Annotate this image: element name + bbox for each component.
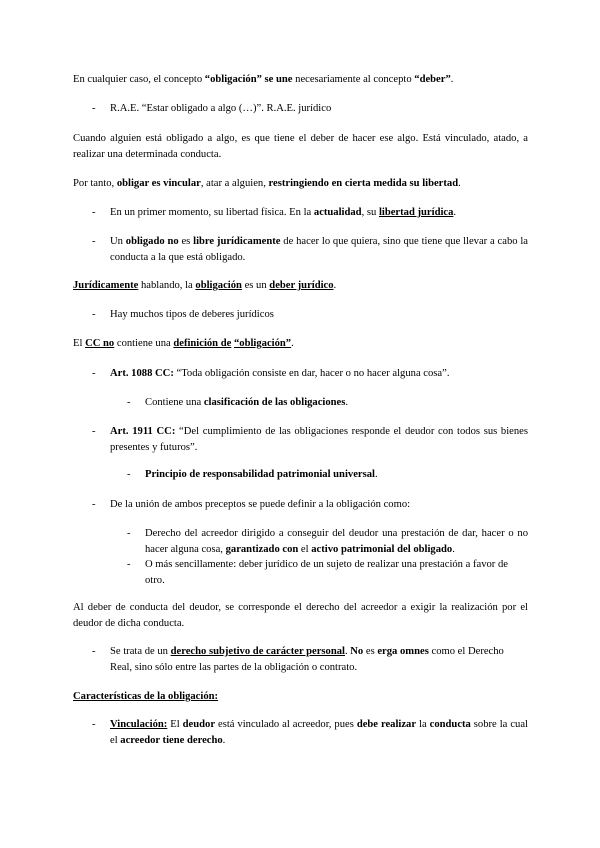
list-dash: - — [92, 426, 96, 437]
bold-term: debe realizar — [356, 719, 417, 730]
heading-text: Características de la obligación: — [73, 691, 219, 702]
bold-term: obligar es vincular — [116, 178, 201, 189]
text: sobre la cual el — [110, 719, 528, 746]
paragraph-obligar — [73, 176, 528, 192]
list-dash: - — [92, 236, 96, 247]
text: hablando, la — [138, 280, 196, 291]
text: En cualquier caso, el concepto — [73, 74, 205, 85]
text: está vinculado al acreedor, pues — [215, 719, 357, 730]
paragraph-definition: Cuando alguien está obligado a algo, es que tiene el deber de hacer ese algo. Está vinculado, atado, a realizar una determinada conducta. — [73, 133, 528, 160]
bold-term: garantizado con — [225, 543, 299, 555]
bold-underlined-term: Jurídicamente — [73, 280, 139, 291]
bold-underlined-term: Vinculación: — [110, 719, 168, 730]
bold-term: No — [350, 646, 364, 657]
bold-underlined-term: deber jurídico — [269, 280, 334, 291]
list-item-clasificacion — [145, 395, 528, 411]
text: . — [222, 734, 226, 746]
bold-underlined-term: libertad jurídica — [378, 207, 454, 218]
bold-term: deudor — [182, 719, 216, 730]
list-dash: - — [127, 469, 131, 480]
text: Por tanto, — [73, 178, 117, 189]
text: . — [453, 207, 457, 218]
paragraph-juridicamente — [73, 278, 528, 294]
text: , su — [361, 207, 379, 218]
list-item-principio — [145, 467, 528, 483]
list-dash: - — [92, 103, 96, 114]
list-item-art1088 — [110, 366, 528, 382]
list-dash: - — [92, 309, 96, 320]
text: Derecho del acreedor dirigido a conseguir del deudor una prestación de dar, hacer o no hacer alguna cosa, — [145, 528, 528, 555]
bold-underlined-term: “obligación” — [233, 338, 292, 349]
bold-term: Art. 1088 CC: — [110, 368, 174, 379]
bold-underlined-term: definición de — [173, 338, 232, 349]
bold-term: “obligación” se une — [204, 74, 293, 85]
list-dash: - — [92, 499, 96, 510]
bold-term: acreedor tiene derecho — [120, 734, 223, 746]
text: El — [167, 719, 183, 730]
list-dash: - — [92, 207, 96, 218]
text: “Del cumplimiento de las obligaciones responde el deudor con todos sus bienes presentes y futuros”. — [110, 426, 528, 453]
text: El — [73, 338, 86, 349]
text: es — [178, 236, 194, 247]
text: el — [298, 543, 312, 555]
list-item-obligado — [110, 234, 528, 265]
list-item-union: De la unión de ambos preceptos se puede definir a la obligación como: — [110, 499, 411, 510]
bold-term: erga omnes — [377, 646, 429, 657]
list-item-libertad — [110, 205, 528, 221]
text: contiene una — [114, 338, 174, 349]
text: . — [458, 178, 461, 189]
bold-term: clasificación de las obligaciones — [203, 397, 346, 408]
bold-term: Art. 1911 CC: — [110, 426, 176, 437]
list-item-sencillamente: O más sencillamente: deber jurídico de un sujeto de realizar una prestación a favor de otro. — [145, 559, 508, 586]
text: “Toda obligación consiste en dar, hacer o no hacer alguna cosa”. — [173, 368, 450, 379]
bold-underlined-term: CC no — [85, 338, 115, 349]
text: . — [291, 338, 294, 349]
text: Se trata de un — [110, 646, 171, 657]
text: . — [450, 74, 454, 85]
bold-term: activo patrimonial del obligado — [311, 543, 453, 555]
bold-term: conducta — [429, 719, 471, 730]
bold-underlined-term: derecho subjetivo de carácter personal — [170, 646, 345, 657]
list-item-tipos: Hay muchos tipos de deberes jurídicos — [110, 309, 274, 320]
text: . — [374, 469, 378, 480]
text: , atar a alguien, — [200, 178, 269, 189]
list-dash: - — [127, 397, 131, 408]
text: la — [416, 719, 430, 730]
list-item-vinculacion — [110, 717, 528, 748]
text: como el Derecho Real, sino sólo entre las partes de la obligación o contrato. — [110, 646, 504, 673]
list-item-derecho-acreedor — [145, 526, 528, 557]
bold-term: “deber” — [414, 74, 451, 85]
list-dash: - — [92, 646, 96, 657]
bold-term: actualidad — [313, 207, 362, 218]
list-item-rae: R.A.E. “Estar obligado a algo (…)”. R.A.E. jurídico — [110, 103, 332, 114]
paragraph-deber-conducta: Al deber de conducta del deudor, se corresponde el derecho del acreedor a exigir la realización por el deudor de dicha conducta. — [73, 602, 528, 629]
bold-term: restringiendo en cierta medida su libertad — [268, 178, 459, 189]
text: de hacer lo que quiera, sino que tiene que llevar a cabo la conducta a la que está obligado. — [110, 236, 529, 263]
text: . — [333, 280, 337, 291]
text: . — [452, 543, 455, 555]
bold-underlined-term: obligación — [195, 280, 242, 291]
text: Contiene una — [145, 397, 204, 408]
list-dash: - — [92, 368, 96, 379]
bold-term: obligado no — [125, 236, 179, 247]
section-heading — [73, 689, 528, 705]
paragraph-cc — [73, 336, 528, 352]
list-dash: - — [92, 719, 96, 730]
bold-term: libre jurídicamente — [193, 236, 281, 247]
text: necesariamente al concepto — [292, 74, 415, 85]
paragraph-intro — [73, 72, 528, 88]
text: es un — [241, 280, 270, 291]
text: es — [363, 646, 378, 657]
list-dash: - — [127, 528, 131, 539]
text: En un primer momento, su libertad física. En la — [110, 207, 314, 218]
list-item-derecho-subjetivo — [110, 644, 528, 675]
text: Un — [110, 236, 126, 247]
list-dash: - — [127, 559, 131, 570]
bold-term: Principio de responsabilidad patrimonial universal — [145, 469, 375, 480]
text: . — [345, 397, 349, 408]
text: . — [344, 646, 351, 657]
list-item-art1911 — [110, 424, 528, 455]
